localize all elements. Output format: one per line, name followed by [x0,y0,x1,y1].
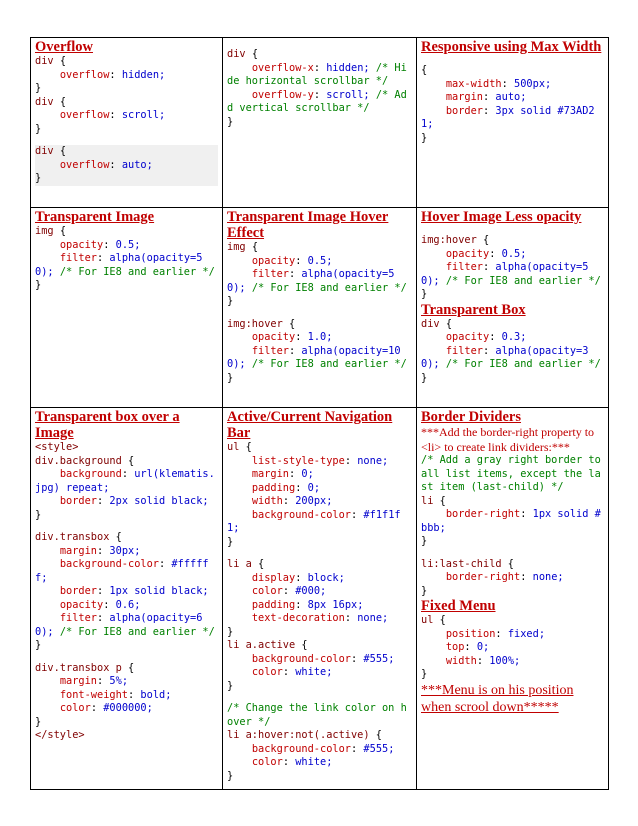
html-tag: </style> [35,729,85,741]
css-selector: li [421,494,440,507]
css-comment: /* For IE8 and earlier */ [445,358,601,370]
css-value: none; [532,571,564,583]
css-property: filter [251,344,290,357]
css-value: 30px; [109,544,141,557]
cell-overflow-xy [223,38,417,208]
css-property: overflow-y [251,88,314,101]
css-value: none; [357,612,389,624]
css-reference-table [30,37,609,790]
css-value: 8px 16px; [307,598,364,611]
css-selector: div.background [35,454,128,467]
css-value: 0; [301,468,314,480]
title-nav-bar: Active/Current Navigation Bar [227,409,393,441]
cell-hover-effect [223,208,417,408]
css-value: 0.3; [501,331,527,343]
css-comment: /* Add vertical scrollbar */ [227,88,407,114]
css-property: border [445,104,484,117]
css-selector: div [35,55,60,67]
css-selector: div [227,48,252,60]
css-value: 1px solid black; [109,585,209,597]
css-value: 0.5; [501,247,527,260]
css-selector: li a:hover:not(.active) [227,729,376,741]
css-value: 0.6; [115,598,141,611]
css-comment: /* Change the link color on hover */ [227,702,407,728]
css-property: width [251,495,283,507]
html-tag: <style> [35,441,79,453]
title-hover-effect: Transparent Image Hover Effect [227,209,389,241]
css-property: top [445,641,465,653]
css-property: position [445,627,496,640]
css-property: filter [59,612,98,624]
css-value: bold; [140,688,172,701]
css-selector: li a.active [227,639,302,651]
title-transparent-box: Transparent Box [421,301,526,318]
css-property: opacity [59,598,104,611]
css-comment: /* For IE8 and earlier */ [59,625,215,638]
css-value: 200px; [295,495,333,507]
css-value: 0; [307,481,321,494]
code-nav-hover: /* Change the link color on hover */ li a:hover:not(.active) { background-color: #555; color: white; } [227,702,407,782]
css-property: margin [59,675,98,687]
css-property: border [59,585,98,597]
css-value: block; [307,571,345,584]
css-property: max-width [445,77,502,90]
css-value: scroll; [121,109,166,121]
css-property: opacity [445,331,490,343]
css-property: text-decoration [251,612,345,624]
title-hover-less: Hover Image Less opacity [421,209,582,225]
css-property: color [251,666,283,678]
css-value: #555; [363,652,395,665]
css-property: filter [251,268,290,280]
css-value: auto; [495,91,527,103]
css-value: 500px; [514,77,552,90]
css-selector: div [35,95,60,108]
css-property: font-weight [59,688,129,701]
css-value: #555; [363,742,395,755]
css-selector: li a [227,558,258,570]
css-comment: /* Add a gray right border to all list items, except the last item (last-child) */ [421,454,607,493]
css-selector: div [421,317,446,330]
css-value: #f1f1f1; [227,508,401,534]
css-selector: ul [421,614,440,626]
code-transbox-p: div.transbox p { margin: 5%; font-weight: bold; color: #000000; } </style> [35,661,172,741]
css-selector: li:last-child [421,557,508,570]
css-value: hidden; [121,68,166,81]
css-value: auto; [121,158,153,171]
css-selector: img [35,225,60,237]
title-transbox: Transparent box over a Image [35,409,180,441]
title-responsive: Responsive using Max Width [421,39,602,55]
title-fixed-menu: Fixed Menu [421,598,496,614]
code-nav-li-a: li a { display: block; color: #000; padding: 8px 16px; text-decoration: none; } li a.active { background-color: #555; color: white; } [227,558,395,692]
css-comment: /* For IE8 and earlier */ [445,274,601,287]
css-property: opacity [251,331,296,343]
css-property: opacity [445,247,490,260]
css-property: color [251,585,283,597]
css-value: alpha(opacity=50); [227,268,395,294]
note-dividers: ***Add the border-right property to <li> to create link dividers:*** [421,425,595,454]
css-value: #ffffff; [35,558,209,584]
css-value: fixed; [507,627,546,640]
code-hover-effect-img: img { opacity: 0.5; filter: alpha(opacity=50); /* For IE8 and earlier */ } [227,241,407,307]
css-comment: /* For IE8 and earlier */ [59,265,215,278]
css-value: white; [295,666,333,678]
css-value: scroll; [326,88,376,101]
css-selector: div [35,145,60,157]
css-selector: ul [227,441,246,453]
css-selector: div.transbox [35,531,116,543]
code-transbox-box: div.transbox { margin: 30px; background-color: #ffffff; border: 1px solid black; opacity: 0.6; filter: alpha(opacity=60); /* For IE8 and earlier */ } [35,531,215,651]
css-value: none; [357,454,389,467]
css-property: filter [445,344,484,357]
css-value: 0; [476,641,490,653]
css-property: overflow-x [251,61,314,74]
css-value: alpha(opacity=30); [421,344,589,370]
css-value: white; [295,756,333,768]
cell-nav-bar [223,408,417,790]
css-property: opacity [251,254,296,267]
css-property: margin [445,91,484,103]
code-overflow-xy: div { overflow-x: hidden; /* Hide horizontal scrollbar */ overflow-y: scroll; /* Add vertical scrollbar */ } [227,48,407,128]
cell-transparent-image [31,208,223,408]
cell-responsive [417,38,609,208]
css-property: overflow [59,68,110,81]
title-transparent-image: Transparent Image [35,209,155,225]
code-dividers-li: /* Add a gray right border to all list items, except the last item (last-child) */ li { border-right: 1px solid #bbb; } [421,454,607,547]
code-responsive: { max-width: 500px; margin: auto; border: 3px solid #73AD21; } [421,64,595,144]
css-property: display [251,571,296,584]
css-property: list-style-type [251,454,345,467]
css-comment: /* For IE8 and earlier */ [251,358,407,370]
css-value: 0.5; [115,238,141,251]
css-property: background [59,468,122,480]
code-transbox-background: <style> div.background { background: url(klematis.jpg) repeat; border: 2px solid black; } [35,441,215,521]
title-dividers: Border Dividers [421,409,522,425]
css-property: border-right [445,571,521,583]
css-value: #000; [295,585,327,597]
css-property: padding [251,481,296,494]
code-overflow-auto: div { overflow: auto; } [35,145,218,186]
css-value: url(klematis.jpg) repeat; [35,468,215,494]
cell-dividers [417,408,609,790]
css-property: margin [251,468,290,480]
code-transparent-image: img { opacity: 0.5; filter: alpha(opacity=50); /* For IE8 and earlier */ } [35,225,215,291]
css-value: 3px solid #73AD21; [421,104,595,130]
css-value: 0.5; [307,254,333,267]
css-value: 5%; [109,675,129,687]
css-property: border-right [445,508,521,520]
cell-transbox [31,408,223,790]
css-property: filter [445,261,484,273]
css-property: color [251,756,283,768]
code-transparent-box: div { opacity: 0.3; filter: alpha(opacity=30); /* For IE8 and earlier */ } [421,317,601,384]
css-property: background-color [251,742,352,755]
cell-overflow [31,38,223,208]
css-value: alpha(opacity=50); [35,252,203,278]
css-property: border [59,495,98,507]
css-value: alpha(opacity=60); [35,612,203,638]
code-dividers-last: li:last-child { border-right: none; } [421,557,564,597]
css-value: 1px solid #bbb; [421,508,601,534]
code-hover-less: img:hover { opacity: 0.5; filter: alpha(opacity=50); /* For IE8 and earlier */ } [421,234,601,300]
css-comment: /* For IE8 and earlier */ [251,281,407,294]
css-property: color [59,702,91,714]
css-selector: img:hover [227,317,289,330]
css-property: padding [251,598,296,611]
css-property: background-color [251,508,352,521]
css-selector: div.transbox p [35,661,128,674]
css-selector: img:hover [421,234,483,246]
css-comment: /* Hide horizontal scrollbar */ [227,61,407,87]
css-property: filter [59,252,98,264]
css-property: margin [59,544,98,557]
code-overflow-scroll: div { overflow: scroll; } [35,95,166,135]
css-value: #000000; [103,702,153,714]
css-value: hidden; [326,61,376,74]
css-value: alpha(opacity=50); [421,261,589,287]
code-nav-ul: ul { list-style-type: none; margin: 0; padding: 0; width: 200px; background-color: #f1f1f1; } [227,441,401,548]
css-value: 2px solid black; [109,495,209,507]
code-hover-effect-hover: img:hover { opacity: 1.0; filter: alpha(opacity=100); /* For IE8 and earlier */ } [227,317,407,384]
cell-hover-less [417,208,609,408]
css-value: alpha(opacity=100); [227,344,401,370]
css-value: 1.0; [307,331,333,343]
css-selector: img [227,241,252,253]
css-property: background-color [59,558,160,570]
code-fixed-menu: ul { position: fixed; top: 0; width: 100%; } [421,614,546,680]
css-property: background-color [251,652,352,665]
css-value: 100%; [489,654,521,667]
title-overflow: Overflow [35,39,93,55]
code-overflow-hidden: div { overflow: hidden; } [35,55,166,94]
css-property: opacity [59,238,104,251]
css-property: width [445,654,477,667]
css-property: overflow [59,109,110,121]
note-fixed-menu: ***Menu is on his position when scrool down***** [421,682,574,715]
css-property: overflow [59,158,110,171]
